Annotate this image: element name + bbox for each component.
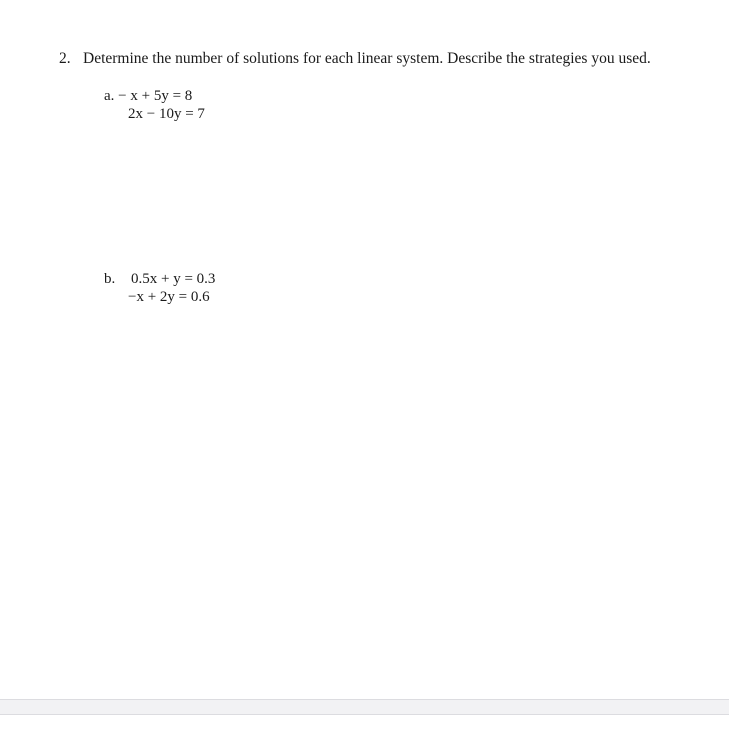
part-b-equation-1: 0.5x + y = 0.3 (131, 271, 216, 287)
part-b-equation-2: −x + 2y = 0.6 (128, 289, 210, 305)
part-a-equation-1: a. − x + 5y = 8 (104, 88, 193, 104)
question-2 (59, 49, 651, 69)
part-b-system (104, 270, 215, 306)
part-b-letter: b. (104, 271, 116, 287)
bottom-blank-area (0, 715, 729, 729)
page-bottom-divider (0, 699, 729, 715)
part-a-system (104, 87, 205, 123)
question-text: Determine the number of solutions for each linear system. Describe the strategies you used. (83, 50, 651, 67)
part-b-equation-1-row (104, 270, 215, 288)
part-a-equation-2: 2x − 10y = 7 (128, 106, 205, 122)
question-number: 2. (59, 50, 71, 67)
